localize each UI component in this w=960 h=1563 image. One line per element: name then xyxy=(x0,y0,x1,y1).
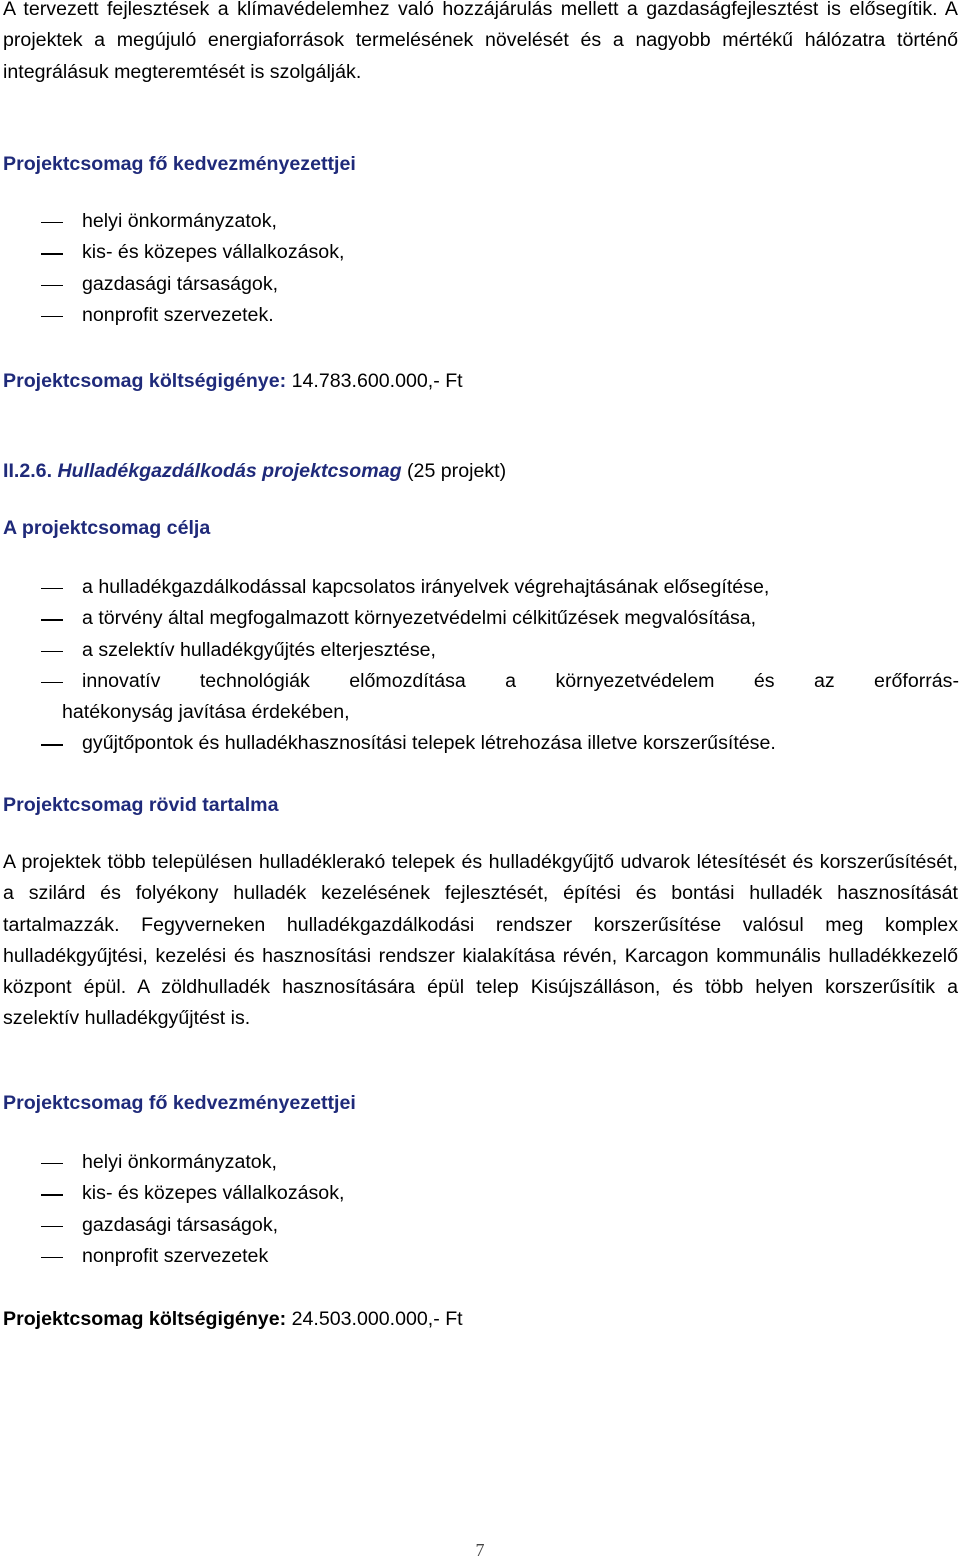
list-item: kis- és közepes vállalkozások, xyxy=(0,237,960,268)
page-number: 7 xyxy=(475,1540,485,1560)
list-item-continuation: hatékonyság javítása érdekében, xyxy=(62,701,350,724)
section-number: II.2.6. xyxy=(3,460,53,482)
cost-line-1 xyxy=(3,369,463,393)
cost-value: 14.783.600.000,- Ft xyxy=(291,370,463,392)
goals-list xyxy=(0,572,960,760)
list-item: gazdasági társaságok, xyxy=(0,1210,960,1241)
cost-label: Projektcsomag költségigénye: xyxy=(3,370,287,392)
goal-heading: A projektcsomag célja xyxy=(3,517,211,539)
beneficiaries-list-1 xyxy=(0,206,960,331)
beneficiaries-heading-2: Projektcsomag fő kedvezményezettjei xyxy=(3,1092,356,1114)
cost-value: 24.503.000.000,- Ft xyxy=(291,1308,463,1330)
intro-paragraph: A tervezett fejlesztések a klímavédelemhez való hozzájárulás mellett a gazdaságfejlesztést is elősegítik. A projektek a megújuló energiaforrások termelésének növelését és a nagyobb mértékű hálózatra történő integrálásuk megteremtését is szolgálják. xyxy=(3,0,958,83)
list-item: gyűjtőpontok és hulladékhasznosítási telepek létrehozása illetve korszerűsítése. xyxy=(0,728,960,759)
section-project-count: (25 projekt) xyxy=(407,460,507,482)
summary-heading: Projektcsomag rövid tartalma xyxy=(3,794,279,816)
list-item: kis- és közepes vállalkozások, xyxy=(0,1178,960,1209)
list-item: a szelektív hulladékgyűjtés elterjesztése, xyxy=(0,635,960,666)
section-name: Hulladékgazdálkodás projektcsomag xyxy=(57,460,402,482)
cost-line-2 xyxy=(3,1307,463,1331)
list-item: a törvény által megfogalmazott környezetvédelmi célkitűzések megvalósítása, xyxy=(0,603,960,634)
list-item: helyi önkormányzatok, xyxy=(0,206,960,237)
list-item: innovatív technológiák előmozdítása a környezetvédelem és az erőforrás- xyxy=(0,666,959,697)
section-title xyxy=(3,459,506,483)
list-item: helyi önkormányzatok, xyxy=(0,1147,960,1178)
list-item: a hulladékgazdálkodással kapcsolatos irányelvek végrehajtásának elősegítése, xyxy=(0,572,960,603)
list-item: nonprofit szervezetek. xyxy=(0,300,960,331)
list-item: gazdasági társaságok, xyxy=(0,269,960,300)
summary-paragraph: A projektek több településen hulladéklerakó telepek és hulladékgyűjtő udvarok létesítését és korszerűsítését, a szilárd és folyékony hulladék kezelésének fejlesztését, építési és bontási hulladék hasznosítását tartalmazzák. Fegyverneken hulladékgazdálkodási rendszer korszerűsítése valósul meg komplex hulladékgyűjtési, kezelési és hasznosítási rendszer kialakítása révén, Karcagon kommunális hulladékkezelő központ épül. A zöldhulladék hasznosítására épül telep Kisújszálláson, és több helyen korszerűsítik a szelektív hulladékgyűjtést is. xyxy=(3,851,958,1030)
list-item: nonprofit szervezetek xyxy=(0,1241,960,1272)
beneficiaries-list-2 xyxy=(0,1147,960,1272)
cost-label: Projektcsomag költségigénye: xyxy=(3,1308,287,1330)
beneficiaries-heading-1: Projektcsomag fő kedvezményezettjei xyxy=(3,153,356,175)
